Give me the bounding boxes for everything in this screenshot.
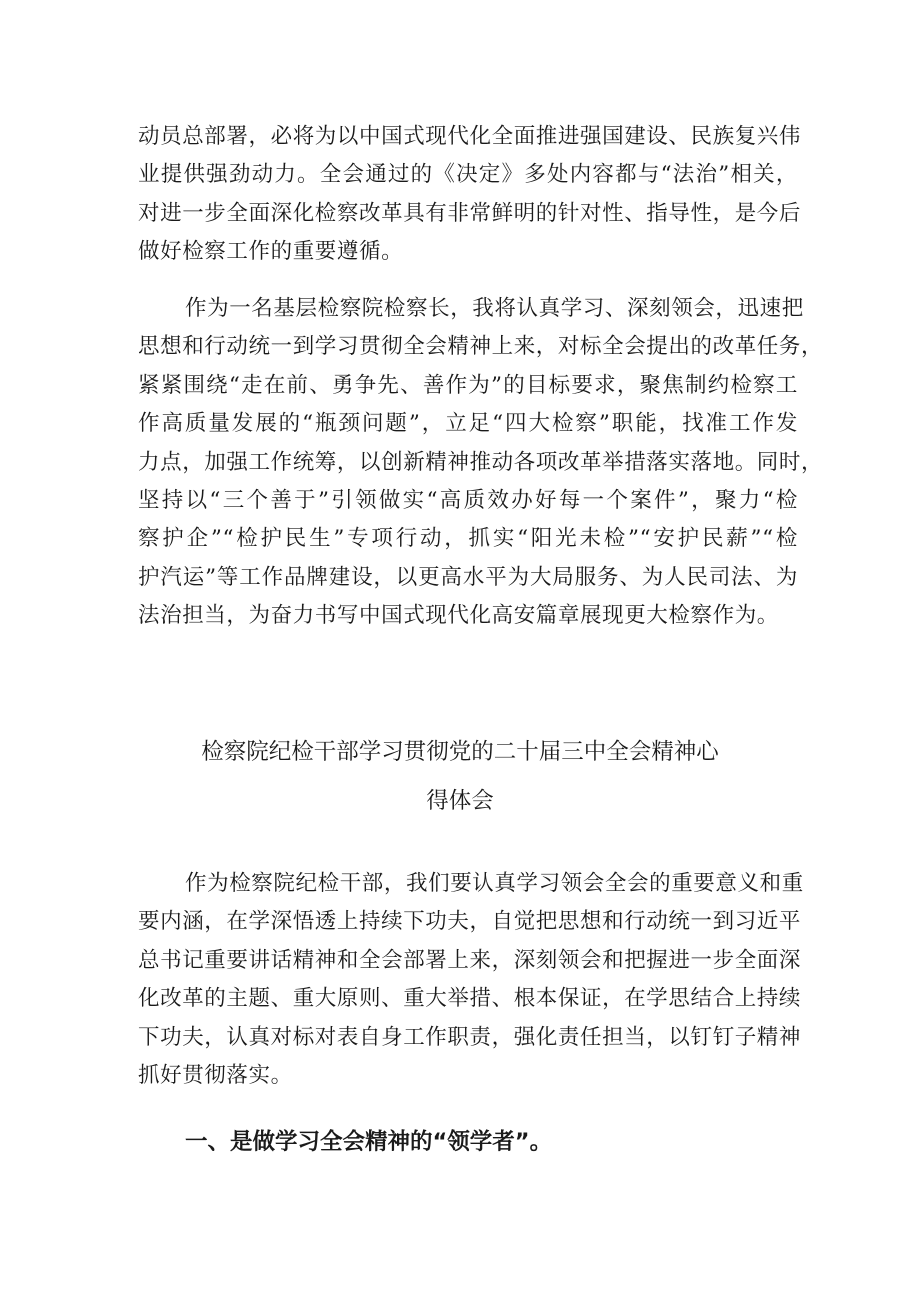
heading-first-point: 一、是做学习全会精神的“领学者”。: [185, 1129, 553, 1155]
paragraph-line: 下功夫，认真对标对表自身工作职责，强化责任担当，以钉钉子精神: [138, 1024, 802, 1050]
paragraph-line: 动员总部署，必将为以中国式现代化全面推进强国建设、民族复兴伟: [138, 124, 802, 149]
paragraph-line: 做好检察工作的重要遵循。: [138, 239, 404, 265]
paragraph-line: 作为一名基层检察院检察长，我将认真学习、深刻领会，迅速把: [185, 296, 804, 321]
paragraph-line: 总书记重要讲话精神和全会部署上来，深刻领会和把握进一步全面深: [138, 947, 802, 973]
paragraph-line: 思想和行动统一到学习贯彻全会精神上来，对标全会提出的改革任务，: [138, 334, 824, 360]
paragraph-continuation: [138, 118, 802, 272]
paragraph-line: 察护企”“检护民生”专项行动，抓实“阳光未检”“安护民薪”“检: [138, 526, 798, 552]
paragraph-line: 力点，加强工作统筹，以创新精神推动各项改革举措落实落地。同时，: [138, 449, 824, 475]
section-title-line-1: 检察院纪检干部学习贯彻党的二十届三中全会精神心: [201, 739, 719, 765]
section-title-line-2: 得体会: [426, 788, 494, 814]
paragraph-line: 法治担当，为奋力书写中国式现代化高安篇章展现更大检察作为。: [138, 603, 779, 629]
paragraph-line: 坚持以“三个善于”引领做实“高质效办好每一个案件”，聚力“检: [138, 487, 798, 513]
paragraph-discipline-inspection: [138, 865, 804, 1095]
paragraph-line: 护汽运”等工作品牌建设，以更高水平为大局服务、为人民司法、为: [138, 564, 798, 590]
paragraph-chief-prosecutor: [138, 290, 824, 636]
paragraph-line: 作高质量发展的“瓶颈问题”，立足“四大检察”职能，找准工作发: [138, 411, 798, 437]
paragraph-line: 抓好贯彻落实。: [138, 1062, 293, 1088]
paragraph-line: 业提供强劲动力。全会通过的《决定》多处内容都与“法治”相关，: [138, 162, 798, 188]
paragraph-line: 作为检察院纪检干部，我们要认真学习领会全会的重要意义和重: [185, 871, 804, 896]
paragraph-line: 化改革的主题、重大原则、重大举措、根本保证，在学思结合上持续: [138, 986, 802, 1012]
paragraph-line: 要内涵，在学深悟透上持续下功夫，自觉把思想和行动统一到习近平: [138, 909, 802, 935]
paragraph-line: 对进一步全面深化检察改革具有非常鲜明的针对性、指导性，是今后: [138, 200, 802, 226]
paragraph-line: 紧紧围绕“走在前、勇争先、善作为”的目标要求，聚焦制约检察工: [138, 372, 798, 398]
